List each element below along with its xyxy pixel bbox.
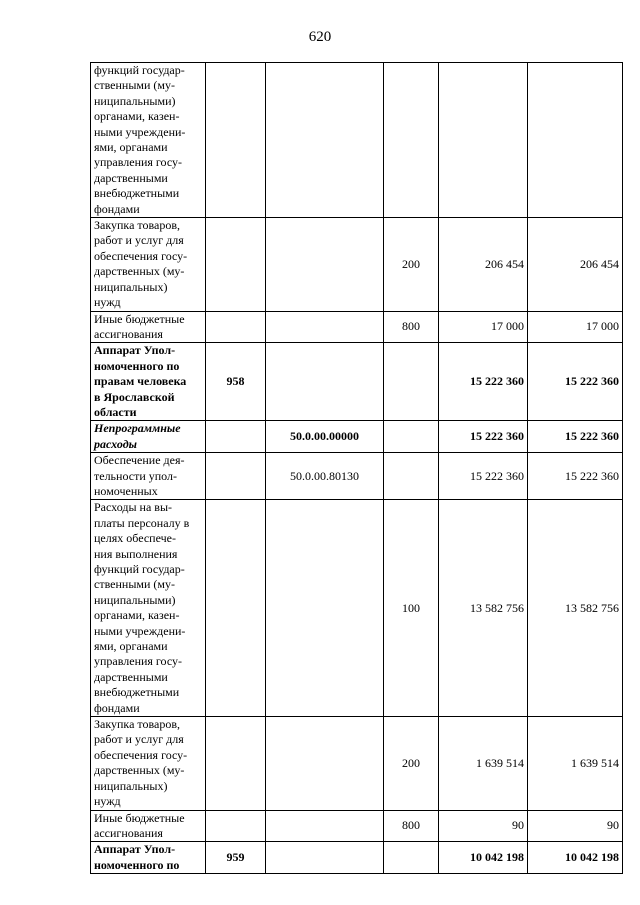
table-row [91,810,623,842]
cell-amount2: 10 042 198 [528,842,623,874]
cell-amount2: 15 222 360 [528,453,623,500]
table-row [91,453,623,500]
cell-code [206,717,266,810]
cell-target: 50.0.00.00000 [266,421,384,453]
table-row [91,343,623,421]
cell-name: Закупка товаров, работ и услуг для обеспечения госу- дарственных (му- ниципальных) нужд [91,717,206,810]
cell-code [206,218,266,311]
cell-target [266,343,384,421]
budget-table [90,62,623,874]
cell-amount2: 1 639 514 [528,717,623,810]
cell-name: Закупка товаров, работ и услуг для обеспечения госу- дарственных (му- ниципальных) нужд [91,218,206,311]
cell-target [266,218,384,311]
cell-amount1: 206 454 [439,218,528,311]
cell-code [206,500,266,717]
cell-code [206,63,266,218]
cell-target [266,63,384,218]
table-row [91,842,623,874]
cell-name: Иные бюджетные ассигнования [91,311,206,343]
cell-name: Аппарат Упол- номоченного по правам человека в Ярославской области [91,343,206,421]
table-row [91,218,623,311]
table-row [91,717,623,810]
cell-name: Непрограммные расходы [91,421,206,453]
cell-amount2 [528,63,623,218]
cell-target [266,810,384,842]
cell-code: 959 [206,842,266,874]
cell-type: 200 [384,218,439,311]
cell-amount1: 15 222 360 [439,421,528,453]
cell-type: 200 [384,717,439,810]
cell-name: Аппарат Упол- номоченного по [91,842,206,874]
cell-name: функций государ- ственными (му- ниципальными) органами, казен- ными учреждени- ями, органами управления госу- дарственными внебюджетными фондами [91,63,206,218]
table-row [91,63,623,218]
cell-amount2: 15 222 360 [528,421,623,453]
cell-amount1: 90 [439,810,528,842]
table-row [91,421,623,453]
cell-type [384,842,439,874]
cell-type: 800 [384,810,439,842]
cell-code [206,810,266,842]
cell-target [266,717,384,810]
cell-amount1 [439,63,528,218]
cell-type [384,343,439,421]
cell-name: Расходы на вы- платы персоналу в целях обеспече- ния выполнения функций государ- ственными (му- ниципальными) органами, казен- ными учреждени- ями, органами управления госу- дарственными внебюджетными фондами [91,500,206,717]
cell-amount2: 13 582 756 [528,500,623,717]
cell-type [384,63,439,218]
table-row [91,311,623,343]
cell-amount2: 15 222 360 [528,343,623,421]
cell-type [384,453,439,500]
cell-code [206,311,266,343]
cell-amount1: 15 222 360 [439,343,528,421]
cell-amount1: 1 639 514 [439,717,528,810]
cell-amount1: 15 222 360 [439,453,528,500]
cell-target [266,842,384,874]
cell-type: 100 [384,500,439,717]
cell-code: 958 [206,343,266,421]
cell-amount2: 17 000 [528,311,623,343]
cell-amount1: 17 000 [439,311,528,343]
page-number: 620 [308,29,332,45]
cell-name: Иные бюджетные ассигнования [91,810,206,842]
cell-amount2: 90 [528,810,623,842]
cell-target [266,500,384,717]
table-body [91,63,623,874]
cell-amount1: 13 582 756 [439,500,528,717]
cell-target [266,311,384,343]
cell-amount2: 206 454 [528,218,623,311]
cell-amount1: 10 042 198 [439,842,528,874]
cell-code [206,453,266,500]
cell-target: 50.0.00.80130 [266,453,384,500]
cell-type [384,421,439,453]
cell-name: Обеспечение дея- тельности упол- номоченных [91,453,206,500]
cell-type: 800 [384,311,439,343]
table-row [91,500,623,717]
cell-code [206,421,266,453]
